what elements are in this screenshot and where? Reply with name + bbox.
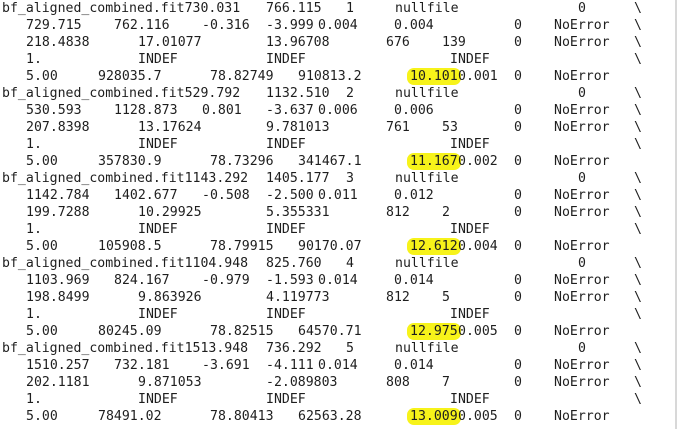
table-cell: 78.82515 [210, 324, 274, 339]
table-cell: \ [634, 120, 642, 135]
table-cell: 218.4838 [26, 35, 90, 50]
table-cell: INDEF [266, 222, 306, 237]
table-cell: 78491.02 [98, 409, 162, 424]
table-cell: 0 [514, 290, 522, 305]
table-cell: 357830.9 [98, 154, 162, 169]
table-cell: 0.014 [394, 358, 434, 373]
table-cell: 0.005 [458, 324, 498, 339]
table-cell: 0 [578, 256, 586, 271]
table-cell: 0.002 [458, 154, 498, 169]
table-cell: 0 [514, 35, 522, 50]
table-cell: 0.005 [458, 409, 498, 424]
table-cell: -2.089803 [266, 375, 338, 390]
table-cell: 207.8398 [26, 120, 90, 135]
table-cell: \ [634, 256, 642, 271]
table-cell: 1405.177 [266, 171, 330, 186]
table-cell: 0 [514, 154, 522, 169]
table-cell: 198.8499 [26, 290, 90, 305]
table-cell: 139 [442, 35, 466, 50]
table-cell: \ [634, 171, 642, 186]
table-cell: INDEF [138, 222, 178, 237]
table-cell: 0 [578, 86, 586, 101]
record-data-line [0, 391, 677, 408]
table-cell: 729.715 [26, 18, 82, 33]
highlighted-magnitude: 10.101 [407, 68, 461, 85]
table-cell: 0 [578, 171, 586, 186]
table-cell: 0 [514, 375, 522, 390]
table-cell: 824.167 [114, 273, 170, 288]
table-cell: bf_aligned_combined.fit730.031 [2, 1, 241, 16]
table-cell: 761 [386, 120, 410, 135]
table-cell: \ [634, 222, 642, 237]
highlighted-magnitude: 12.975 [407, 323, 461, 340]
table-cell: -0.979 [202, 273, 250, 288]
table-cell: 53 [442, 120, 458, 135]
record-header-line [0, 85, 677, 102]
table-cell: 0 [514, 324, 522, 339]
table-cell: 90170.07 [298, 239, 362, 254]
table-cell: 1132.510 [266, 86, 330, 101]
table-cell: NoError [554, 375, 610, 390]
table-cell: 1510.257 [26, 358, 90, 373]
table-cell: 17.01077 [138, 35, 202, 50]
table-cell: INDEF [450, 307, 490, 322]
table-cell: INDEF [138, 137, 178, 152]
table-cell: 530.593 [26, 103, 82, 118]
table-cell: \ [634, 205, 642, 220]
table-cell: 199.7288 [26, 205, 90, 220]
table-cell: -4.111 [266, 358, 314, 373]
record-data-line [0, 153, 677, 170]
record-data-line [0, 323, 677, 340]
record-data-line [0, 204, 677, 221]
table-cell: nullfile [395, 171, 459, 186]
table-cell: -0.508 [202, 188, 250, 203]
table-cell: 9.871053 [138, 375, 202, 390]
table-cell: 0 [514, 409, 522, 424]
table-cell: INDEF [266, 392, 306, 407]
table-cell: 0 [578, 341, 586, 356]
table-cell: 62563.28 [298, 409, 362, 424]
record-header-line [0, 255, 677, 272]
table-cell: INDEF [450, 222, 490, 237]
highlighted-magnitude: 12.612 [407, 238, 461, 255]
table-cell: 5.00 [26, 409, 58, 424]
table-cell: -1.593 [266, 273, 314, 288]
table-cell: INDEF [450, 52, 490, 67]
record-data-line [0, 136, 677, 153]
table-cell: 1402.677 [114, 188, 178, 203]
table-cell: -3.637 [266, 103, 314, 118]
table-cell: \ [634, 358, 642, 373]
table-cell: 3 [346, 171, 354, 186]
table-cell: \ [634, 392, 642, 407]
table-cell: 1. [26, 307, 42, 322]
table-cell: 0 [514, 273, 522, 288]
table-cell: 0 [514, 120, 522, 135]
table-cell: 202.1181 [26, 375, 90, 390]
table-cell: INDEF [266, 137, 306, 152]
table-cell: 9.863926 [138, 290, 202, 305]
record-data-line [0, 289, 677, 306]
record-data-line [0, 238, 677, 255]
table-cell: 0.014 [318, 273, 358, 288]
table-cell: bf_aligned_combined.fit1143.292 [2, 171, 249, 186]
table-cell: INDEF [450, 392, 490, 407]
table-cell: NoError [554, 120, 610, 135]
table-cell: bf_aligned_combined.fit1513.948 [2, 341, 249, 356]
table-cell: INDEF [138, 392, 178, 407]
highlighted-magnitude: 11.167 [407, 153, 461, 170]
record-header-line [0, 170, 677, 187]
table-cell: NoError [554, 18, 610, 33]
table-cell: 910813.2 [298, 69, 362, 84]
table-cell: \ [634, 18, 642, 33]
table-cell: nullfile [395, 341, 459, 356]
table-cell: NoError [554, 290, 610, 305]
table-cell: \ [634, 103, 642, 118]
table-cell: 10.29925 [138, 205, 202, 220]
table-cell: -2.500 [266, 188, 314, 203]
table-cell: 0 [514, 205, 522, 220]
record-data-line [0, 408, 677, 425]
record-data-line [0, 17, 677, 34]
table-cell: -3.691 [202, 358, 250, 373]
table-cell: \ [634, 1, 642, 16]
record-data-line [0, 119, 677, 136]
table-cell: 732.181 [114, 358, 170, 373]
table-cell: NoError [554, 188, 610, 203]
table-cell: 78.73296 [210, 154, 274, 169]
table-cell: \ [634, 52, 642, 67]
table-cell: 0.014 [394, 273, 434, 288]
record-data-line [0, 357, 677, 374]
table-cell: 0.014 [318, 358, 358, 373]
record-data-line [0, 221, 677, 238]
table-cell: 13.17624 [138, 120, 202, 135]
table-cell: \ [634, 86, 642, 101]
table-cell: 5.00 [26, 239, 58, 254]
table-cell: 1. [26, 137, 42, 152]
table-cell: INDEF [266, 52, 306, 67]
table-cell: 1128.873 [114, 103, 178, 118]
table-cell: 64570.71 [298, 324, 362, 339]
table-cell: 105908.5 [98, 239, 162, 254]
table-cell: 825.760 [266, 256, 322, 271]
table-cell: 9.781013 [266, 120, 330, 135]
table-cell: 0.006 [318, 103, 358, 118]
table-cell: 78.80413 [210, 409, 274, 424]
table-cell: -0.316 [202, 18, 250, 33]
table-cell: NoError [554, 69, 610, 84]
table-cell: 0.011 [318, 188, 358, 203]
table-cell: 0.801 [202, 103, 242, 118]
table-cell: 0 [514, 18, 522, 33]
table-cell: \ [634, 290, 642, 305]
table-cell: INDEF [138, 52, 178, 67]
table-cell: 928035.7 [98, 69, 162, 84]
table-cell: 4 [346, 256, 354, 271]
table-cell: 0 [578, 1, 586, 16]
table-cell: 0.001 [458, 69, 498, 84]
table-cell: 0 [514, 103, 522, 118]
table-cell: 80245.09 [98, 324, 162, 339]
table-cell: \ [634, 137, 642, 152]
table-cell: NoError [554, 358, 610, 373]
record-data-line [0, 187, 677, 204]
highlighted-magnitude: 13.009 [407, 408, 461, 425]
table-cell: NoError [554, 205, 610, 220]
table-cell: NoError [554, 103, 610, 118]
table-cell: 1142.784 [26, 188, 90, 203]
record-data-line [0, 306, 677, 323]
table-cell: 812 [386, 290, 410, 305]
table-cell: 7 [442, 375, 450, 390]
table-cell: nullfile [395, 256, 459, 271]
table-cell: 341467.1 [298, 154, 362, 169]
table-cell: bf_aligned_combined.fit1104.948 [2, 256, 249, 271]
table-cell: 5.355331 [266, 205, 330, 220]
table-cell: nullfile [395, 1, 459, 16]
table-cell: INDEF [450, 137, 490, 152]
table-cell: \ [634, 375, 642, 390]
table-cell: 2 [442, 205, 450, 220]
table-cell: 5 [442, 290, 450, 305]
table-cell: 0.012 [394, 188, 434, 203]
table-cell: 766.115 [266, 1, 322, 16]
table-cell: 1. [26, 222, 42, 237]
table-cell: \ [634, 341, 642, 356]
record-data-line [0, 374, 677, 391]
table-cell: NoError [554, 154, 610, 169]
table-cell: \ [634, 273, 642, 288]
table-cell: NoError [554, 35, 610, 50]
table-cell: nullfile [395, 86, 459, 101]
table-cell: 762.116 [114, 18, 170, 33]
table-cell: 78.79915 [210, 239, 274, 254]
table-cell: \ [634, 188, 642, 203]
record-data-line [0, 51, 677, 68]
table-cell: INDEF [138, 307, 178, 322]
table-cell: 0 [514, 358, 522, 373]
table-cell: 0 [514, 239, 522, 254]
table-cell: 1103.969 [26, 273, 90, 288]
table-cell: \ [634, 35, 642, 50]
table-cell: 5.00 [26, 154, 58, 169]
table-cell: 1. [26, 52, 42, 67]
table-cell: 4.119773 [266, 290, 330, 305]
table-cell: 5.00 [26, 324, 58, 339]
table-cell: 1 [346, 1, 354, 16]
table-cell: 676 [386, 35, 410, 50]
record-data-line [0, 34, 677, 51]
table-cell: 0.004 [458, 239, 498, 254]
record-data-line [0, 102, 677, 119]
record-data-line [0, 68, 677, 85]
table-cell: \ [634, 307, 642, 322]
table-cell: bf_aligned_combined.fit529.792 [2, 86, 241, 101]
table-cell: 0.006 [394, 103, 434, 118]
table-cell: 78.82749 [210, 69, 274, 84]
table-cell: NoError [554, 324, 610, 339]
table-cell: 13.96708 [266, 35, 330, 50]
record-header-line [0, 0, 677, 17]
table-cell: NoError [554, 409, 610, 424]
record-data-line [0, 272, 677, 289]
table-cell: 0.004 [318, 18, 358, 33]
table-cell: 0 [514, 69, 522, 84]
table-cell: 736.292 [266, 341, 322, 356]
table-cell: 812 [386, 205, 410, 220]
table-cell: 0 [514, 188, 522, 203]
table-cell: -3.999 [266, 18, 314, 33]
table-cell: 2 [346, 86, 354, 101]
table-cell: 808 [386, 375, 410, 390]
table-cell: 5.00 [26, 69, 58, 84]
table-cell: INDEF [266, 307, 306, 322]
record-header-line [0, 340, 677, 357]
table-cell: 5 [346, 341, 354, 356]
table-cell: NoError [554, 239, 610, 254]
table-cell: 1. [26, 392, 42, 407]
table-cell: 0.004 [394, 18, 434, 33]
table-cell: NoError [554, 273, 610, 288]
